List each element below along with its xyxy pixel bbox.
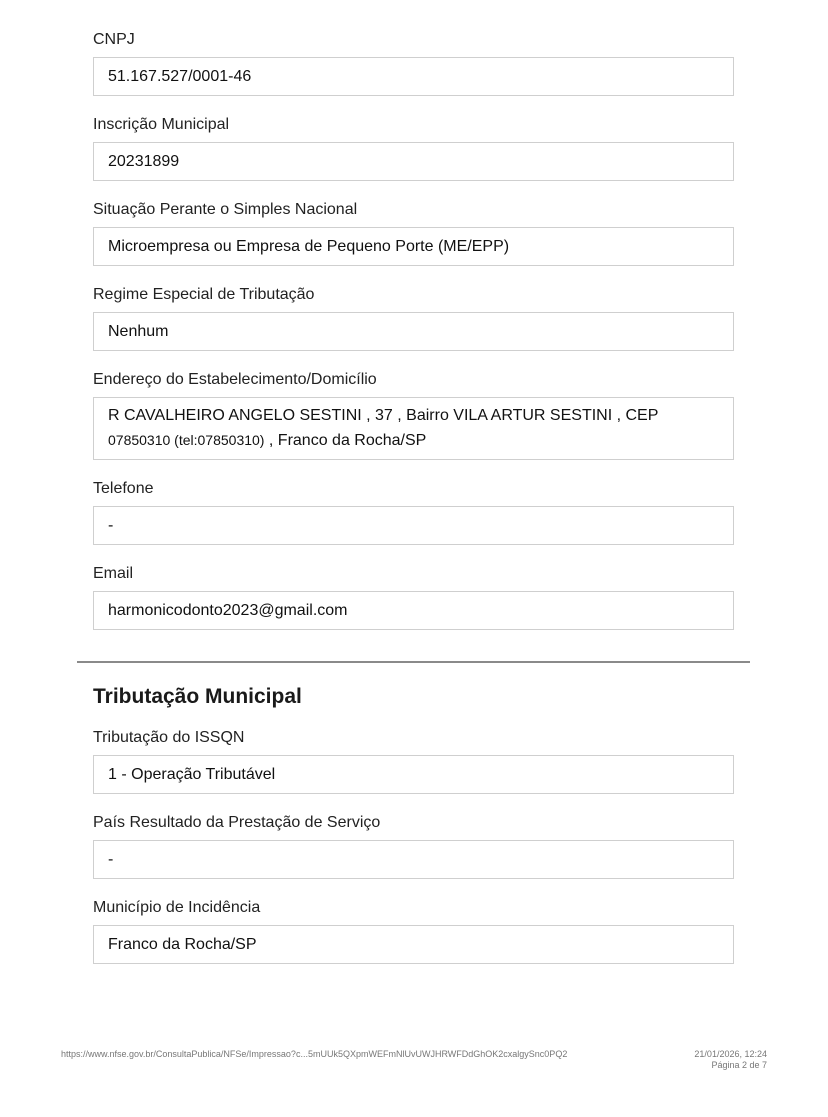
field-regime-especial [93,285,734,351]
footer-datetime: 21/01/2026, 12:24 [694,1049,767,1059]
field-label: Situação Perante o Simples Nacional [93,201,358,218]
field-value [93,397,734,460]
field-label: Município de Incidência [93,899,261,916]
field-label: Endereço do Estabelecimento/Domicílio [93,371,377,388]
section-divider [77,661,750,663]
field-value: Franco da Rocha/SP [93,925,734,964]
field-value: Microempresa ou Empresa de Pequeno Porte (ME/EPP) [93,227,734,266]
field-simples-nacional [93,200,734,266]
field-tributacao-issqn [93,728,734,794]
field-cnpj [93,30,734,96]
footer-url: https://www.nfse.gov.br/ConsultaPublica/NFSe/Impressao?c...5mUUk5QXpmWEFmNlUvUWJHRWFDdGhOK2cxalgySnc0PQ2 [61,1049,568,1059]
field-label: Tributação do ISSQN [93,729,245,746]
field-label: CNPJ [93,31,135,48]
field-municipio-incidencia [93,898,734,964]
section-title: Tributação Municipal [93,685,302,708]
field-endereco [93,370,734,460]
address-line-1: R CAVALHEIRO ANGELO SESTINI , 37 , Bairro VILA ARTUR SESTINI , CEP [108,407,659,424]
field-value: 51.167.527/0001-46 [93,57,734,96]
field-value: Nenhum [93,312,734,351]
footer-meta [650,1049,767,1071]
address-city: , Franco da Rocha/SP [264,432,427,449]
tributacao-municipal-section [93,685,734,983]
field-value: - [93,840,734,879]
field-pais-resultado [93,813,734,879]
address-cep-link[interactable]: 07850310 (tel:07850310) [108,432,265,448]
field-value: harmonicodonto2023@gmail.com [93,591,734,630]
field-label: Regime Especial de Tributação [93,286,315,303]
field-value: - [93,506,734,545]
address-line-2 [108,428,719,453]
footer-page-number: Página 2 de 7 [711,1060,767,1070]
field-email [93,564,734,630]
field-label: País Resultado da Prestação de Serviço [93,814,381,831]
field-label: Email [93,565,134,582]
field-inscricao-municipal [93,115,734,181]
field-telefone [93,479,734,545]
field-label: Inscrição Municipal [93,116,230,133]
field-value: 20231899 [93,142,734,181]
field-value: 1 - Operação Tributável [93,755,734,794]
emitter-details [93,30,734,649]
field-label: Telefone [93,480,154,497]
